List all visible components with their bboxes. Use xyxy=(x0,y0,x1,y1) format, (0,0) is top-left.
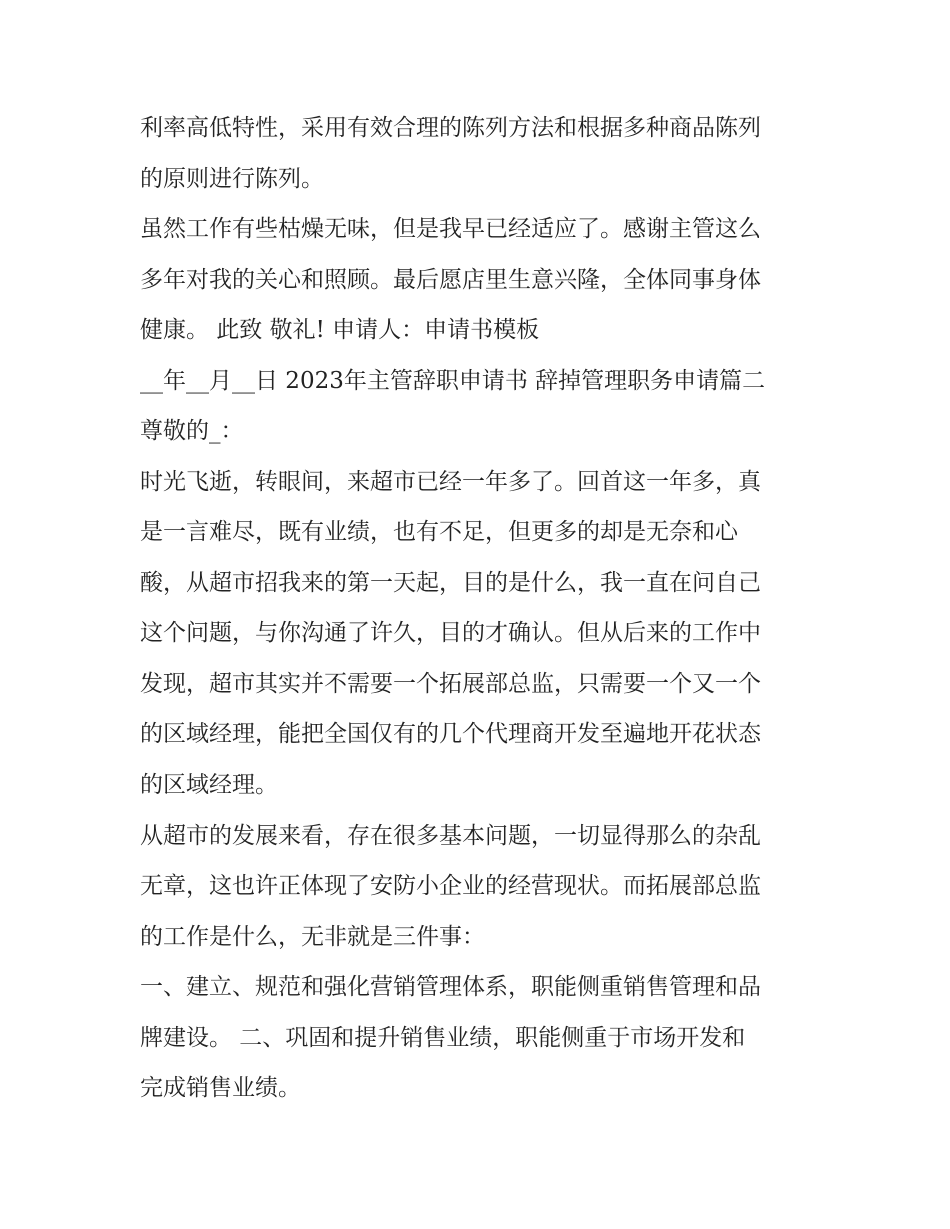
text-line: 无章，这也许正体现了安防小企业的经营现状。而拓展部总监 xyxy=(140,873,761,899)
text-line: 的区域经理，能把全国仅有的几个代理商开发至遍地开花状态 xyxy=(140,721,761,747)
text-line: 这个问题，与你沟通了许久，目的才确认。但从后来的工作中 xyxy=(140,620,761,646)
text-line: 健康。 此致 敬礼! 申请人：申请书模板 xyxy=(140,317,540,343)
text-line: 一、建立、规范和强化营销管理体系，职能侧重销售管理和品 xyxy=(140,974,761,1000)
text-line: 是一言难尽，既有业绩，也有不足，但更多的却是无奈和心 xyxy=(140,519,738,545)
text-line: 从超市的发展来看，存在很多基本问题，一切显得那么的杂乱 xyxy=(140,823,761,849)
text-line: 完成销售业绩。 xyxy=(140,1075,301,1101)
text-line: 虽然工作有些枯燥无味，但是我早已经适应了。感谢主管这么 xyxy=(140,216,761,242)
text-line: 多年对我的关心和照顾。最后愿店里生意兴隆，全体同事身体 xyxy=(140,267,761,293)
text-line: __年__月__日 2023年主管辞职申请书 辞掉管理职务申请篇二 xyxy=(140,368,766,394)
text-line: 利率高低特性，采用有效合理的陈列方法和根据多种商品陈列 xyxy=(140,115,761,141)
text-line: 发现，超市其实并不需要一个拓展部总监，只需要一个又一个 xyxy=(140,671,761,697)
text-line: 酸，从超市招我来的第一天起，目的是什么，我一直在问自己 xyxy=(140,570,761,596)
text-line: 的原则进行陈列。 xyxy=(140,166,324,192)
text-line: 的工作是什么，无非就是三件事： xyxy=(140,924,485,950)
text-line: 时光飞逝，转眼间，来超市已经一年多了。回首这一年多，真 xyxy=(140,469,761,495)
text-line: 牌建设。 二、巩固和提升销售业绩，职能侧重于市场开发和 xyxy=(140,1025,746,1051)
text-line: 的区域经理。 xyxy=(140,772,278,798)
text-line: 尊敬的_： xyxy=(140,418,244,444)
